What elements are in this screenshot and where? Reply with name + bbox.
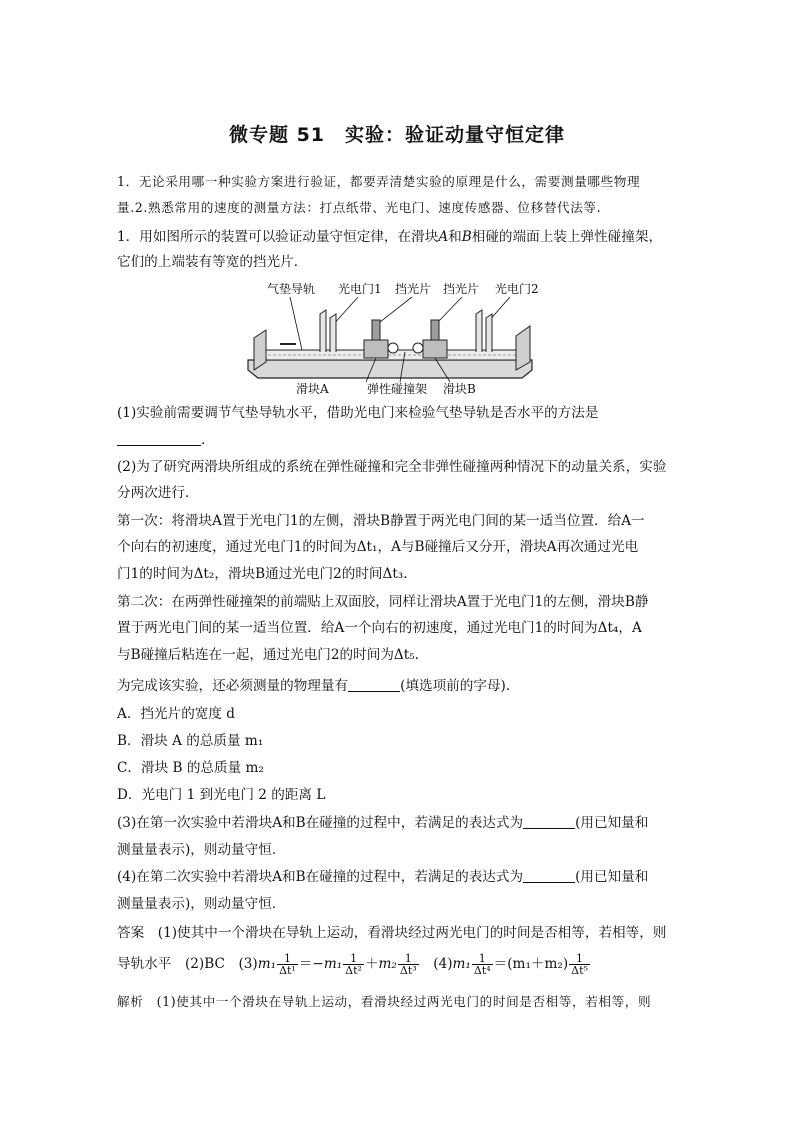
option-d: D．光电门 1 到光电门 2 的距离 L: [117, 787, 326, 803]
problem-stem-line-1: 1．用如图所示的装置可以验证动量守恒定律，在滑块A和B相碰的端面上装上弹性碰撞架，: [117, 229, 663, 245]
option-b: B．滑块 A 的总质量 m₁: [117, 733, 264, 749]
question-1-line-2: .: [117, 430, 687, 450]
first-trial-line-3: 门1的时间为Δt₂，滑块B通过光电门2的时间Δt₃.: [117, 566, 408, 582]
apparatus-figure: [240, 278, 540, 400]
analysis-line-1: 解析 (1)使其中一个滑块在导轨上运动，看滑块经过两光电门的时间是否相等，若相等，则: [117, 994, 652, 1009]
answer-line-2: 导轨水平 (2)BC (3)m₁ $\frac{1}{\text{Δt¹}}$ ＝−m₁ $\frac{1}{\text{Δt²}}$ ＋m₂ $\frac{1}{\text{Δt³}}$ (4)m₁ $\frac{1}{\text{Δt⁴}}$ ＝(m₁＋m₂) $\frac{1}{\text{Δt⁵}}$: [117, 952, 588, 977]
answer-blank-2: [348, 677, 400, 692]
label-air-rail: 气垫导轨: [267, 282, 316, 296]
option-c: C．滑块 B 的总质量 m₂: [117, 760, 264, 776]
second-trial-line-3: 与B碰撞后粘连在一起，通过光电门2的时间为Δt₅.: [117, 647, 419, 663]
label-shade-1: 挡光片: [395, 282, 432, 296]
label-gate-2: 光电门2: [495, 282, 539, 296]
answer-blank-4: [523, 868, 575, 883]
question-3-line-2: 测量量表示)，则动量守恒．: [117, 842, 286, 858]
fraction-dt5: $\frac{1}{\text{Δt⁵}}$: [571, 952, 588, 977]
label-slider-a: 滑块A: [296, 382, 329, 396]
intro-line-2: 量.2.熟悉常用的速度的测量方法：打点纸带、光电门、速度传感器、位移替代法等.: [117, 200, 602, 215]
answer-line-1: 答案 (1)使其中一个滑块在导轨上运动，看滑块经过两光电门的时间是否相等，若相等，则: [117, 925, 667, 941]
answer-blank-1: [117, 431, 201, 446]
first-trial-line-2: 个向右的初速度，通过光电门1的时间为Δt₁，A与B碰撞后又分开，滑块A再次通过光电: [117, 539, 639, 555]
label-slider-b: 滑块B: [443, 382, 476, 396]
question-4-line-1: (4)在第二次实验中若滑块A和B在碰撞的过程中，若满足的表达式为 (用已知量和: [117, 869, 649, 885]
page-title: 微专题 51 实验：验证动量守恒定律: [228, 124, 566, 146]
measurement-question: 为完成该实验，还必须测量的物理量有 (填选项前的字母)．: [117, 678, 520, 694]
answer-blank-3: [523, 814, 575, 829]
option-a: A．挡光片的宽度 d: [117, 706, 235, 722]
question-2-line-2: 分两次进行．: [117, 485, 199, 501]
fraction-dt4: $\frac{1}{\text{Δt⁴}}$: [473, 952, 491, 977]
question-1-line-1: (1)实验前需要调节气垫导轨水平，借助光电门来检验气垫导轨是否水平的方法是: [117, 405, 599, 421]
fraction-dt2: $\frac{1}{\text{Δt²}}$: [345, 952, 362, 977]
problem-stem-line-2: 它们的上端装有等宽的挡光片．: [117, 254, 308, 270]
second-trial-line-2: 置于两光电门间的某一适当位置．给A一个向右的初速度，通过光电门1的时间为Δt₄，A: [117, 620, 642, 636]
fraction-dt1: $\frac{1}{\text{Δt¹}}$: [279, 952, 296, 977]
fraction-dt3: $\frac{1}{\text{Δt³}}$: [399, 952, 417, 977]
label-gate-1: 光电门1: [338, 282, 382, 296]
first-trial-line-1: 第一次：将滑块A置于光电门1的左侧，滑块B静置于两光电门间的某一适当位置．给A一: [117, 513, 645, 529]
question-2-line-1: (2)为了研究两滑块所组成的系统在弹性碰撞和完全非弹性碰撞两种情况下的动量关系，实验: [117, 459, 667, 475]
label-shade-2: 挡光片: [443, 282, 480, 296]
question-3-line-1: (3)在第一次实验中若滑块A和B在碰撞的过程中，若满足的表达式为 (用已知量和: [117, 815, 649, 831]
label-bumper: 弹性碰撞架: [367, 382, 428, 396]
question-4-line-2: 测量量表示)，则动量守恒．: [117, 896, 286, 912]
second-trial-line-1: 第二次：在两弹性碰撞架的前端贴上双面胶，同样让滑块A置于光电门1的左侧，滑块B静: [117, 594, 649, 610]
intro-line-1: 1．无论采用哪一种实验方案进行验证，都要弄清楚实验的原理是什么，需要测量哪些物理: [117, 174, 641, 189]
